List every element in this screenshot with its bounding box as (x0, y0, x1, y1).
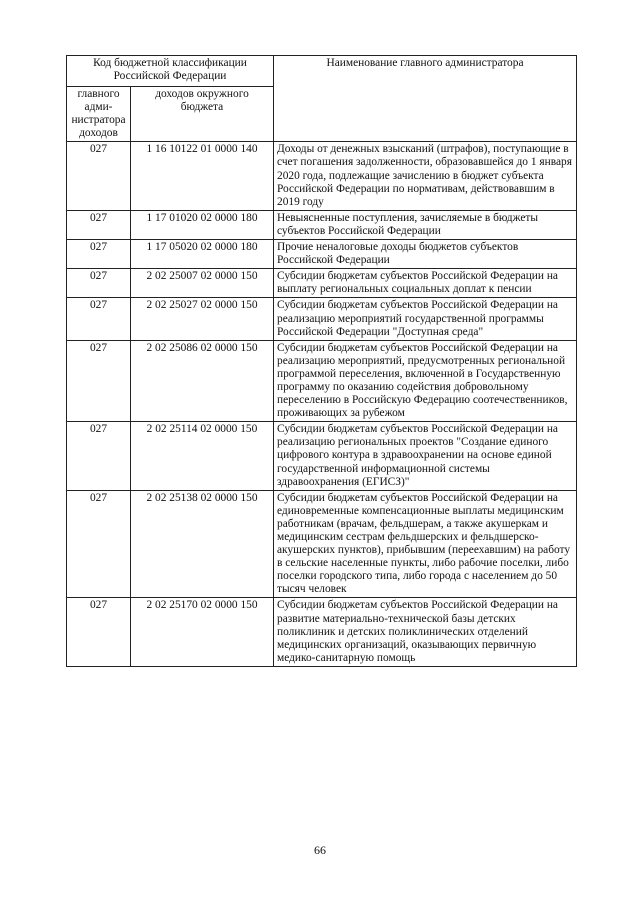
table-row (67, 298, 577, 340)
budget-code-group-header: Код бюджетной классификации Российской Федерации (67, 56, 274, 87)
table-row (67, 340, 577, 422)
administrator-name-cell: Субсидии бюджетам субъектов Российской Федерации на единовременные компенсационные выплаты медицинским работникам (врачам, фельдшерам, а также акушеркам и медицинским сестрам фельдшерских и фельдшерско-акушерских пунктов), прибывшим (переехавшим) на работу в сельские населенные пункты, либо рабочие поселки, либо поселки городского типа, либо города с населением до 50 тысяч человек (274, 490, 577, 598)
administrator-name-cell: Субсидии бюджетам субъектов Российской Федерации на реализацию мероприятий, предусмотренных региональной программой переселения, включенной в Государственную программу по оказанию содействия добровольному переселению в Российскую Федерацию соотечественников, проживающих за рубежом (274, 340, 577, 422)
admin-code-cell: 027 (67, 422, 131, 490)
administrator-name-cell: Субсидии бюджетам субъектов Российской Федерации на развитие материально-технической базы детских поликлиник и детских поликлинических отделений медицинских организаций, оказывающих первичную медико-санитарную помощь (274, 598, 577, 666)
district-budget-revenue-header: доходов окружного бюджета (131, 87, 274, 142)
administrator-name-cell: Субсидии бюджетам субъектов Российской Федерации на выплату региональных социальных доплат к пенсии (274, 269, 577, 298)
admin-code-cell: 027 (67, 298, 131, 340)
administrator-name-cell: Субсидии бюджетам субъектов Российской Федерации на реализацию региональных проектов "Создание единого цифрового контура в здравоохранении на основе единой государственной информационной системы здравоохранения (ЕГИСЗ)" (274, 422, 577, 490)
table-row (67, 210, 577, 239)
page-number: 66 (314, 843, 326, 857)
administrator-name-cell: Невыясненные поступления, зачисляемые в бюджеты субъектов Российской Федерации (274, 210, 577, 239)
table-row (67, 142, 577, 210)
administrator-name-cell: Прочие неналоговые доходы бюджетов субъектов Российской Федерации (274, 240, 577, 269)
revenue-code-cell: 1 16 10122 01 0000 140 (131, 142, 274, 210)
admin-code-cell: 027 (67, 490, 131, 598)
revenue-code-cell: 2 02 25170 02 0000 150 (131, 598, 274, 666)
admin-code-cell: 027 (67, 210, 131, 239)
table-row (67, 422, 577, 490)
revenue-code-cell: 2 02 25114 02 0000 150 (131, 422, 274, 490)
revenue-code-cell: 2 02 25027 02 0000 150 (131, 298, 274, 340)
administrator-name-cell: Субсидии бюджетам субъектов Российской Федерации на реализацию мероприятий государственной программы Российской Федерации "Доступная среда" (274, 298, 577, 340)
revenue-code-cell: 2 02 25086 02 0000 150 (131, 340, 274, 422)
revenue-code-cell: 2 02 25007 02 0000 150 (131, 269, 274, 298)
revenue-code-cell: 1 17 05020 02 0000 180 (131, 240, 274, 269)
admin-code-cell: 027 (67, 598, 131, 666)
table-row (67, 269, 577, 298)
table-row (67, 490, 577, 598)
admin-code-cell: 027 (67, 340, 131, 422)
budget-classification-table (66, 55, 577, 667)
table-row (67, 240, 577, 269)
revenue-code-cell: 2 02 25138 02 0000 150 (131, 490, 274, 598)
table-row (67, 598, 577, 666)
chief-administrator-header: главного адми-нистратора доходов (67, 87, 131, 142)
administrator-name-cell: Доходы от денежных взысканий (штрафов), поступающие в счет погашения задолженности, образовавшейся до 1 января 2020 года, подлежащие зачислению в бюджет субъекта Российской Федерации по нормативам, действовавшим в 2019 году (274, 142, 577, 210)
admin-code-cell: 027 (67, 240, 131, 269)
admin-code-cell: 027 (67, 269, 131, 298)
administrator-name-header: Наименование главного администратора (274, 56, 577, 142)
admin-code-cell: 027 (67, 142, 131, 210)
revenue-code-cell: 1 17 01020 02 0000 180 (131, 210, 274, 239)
